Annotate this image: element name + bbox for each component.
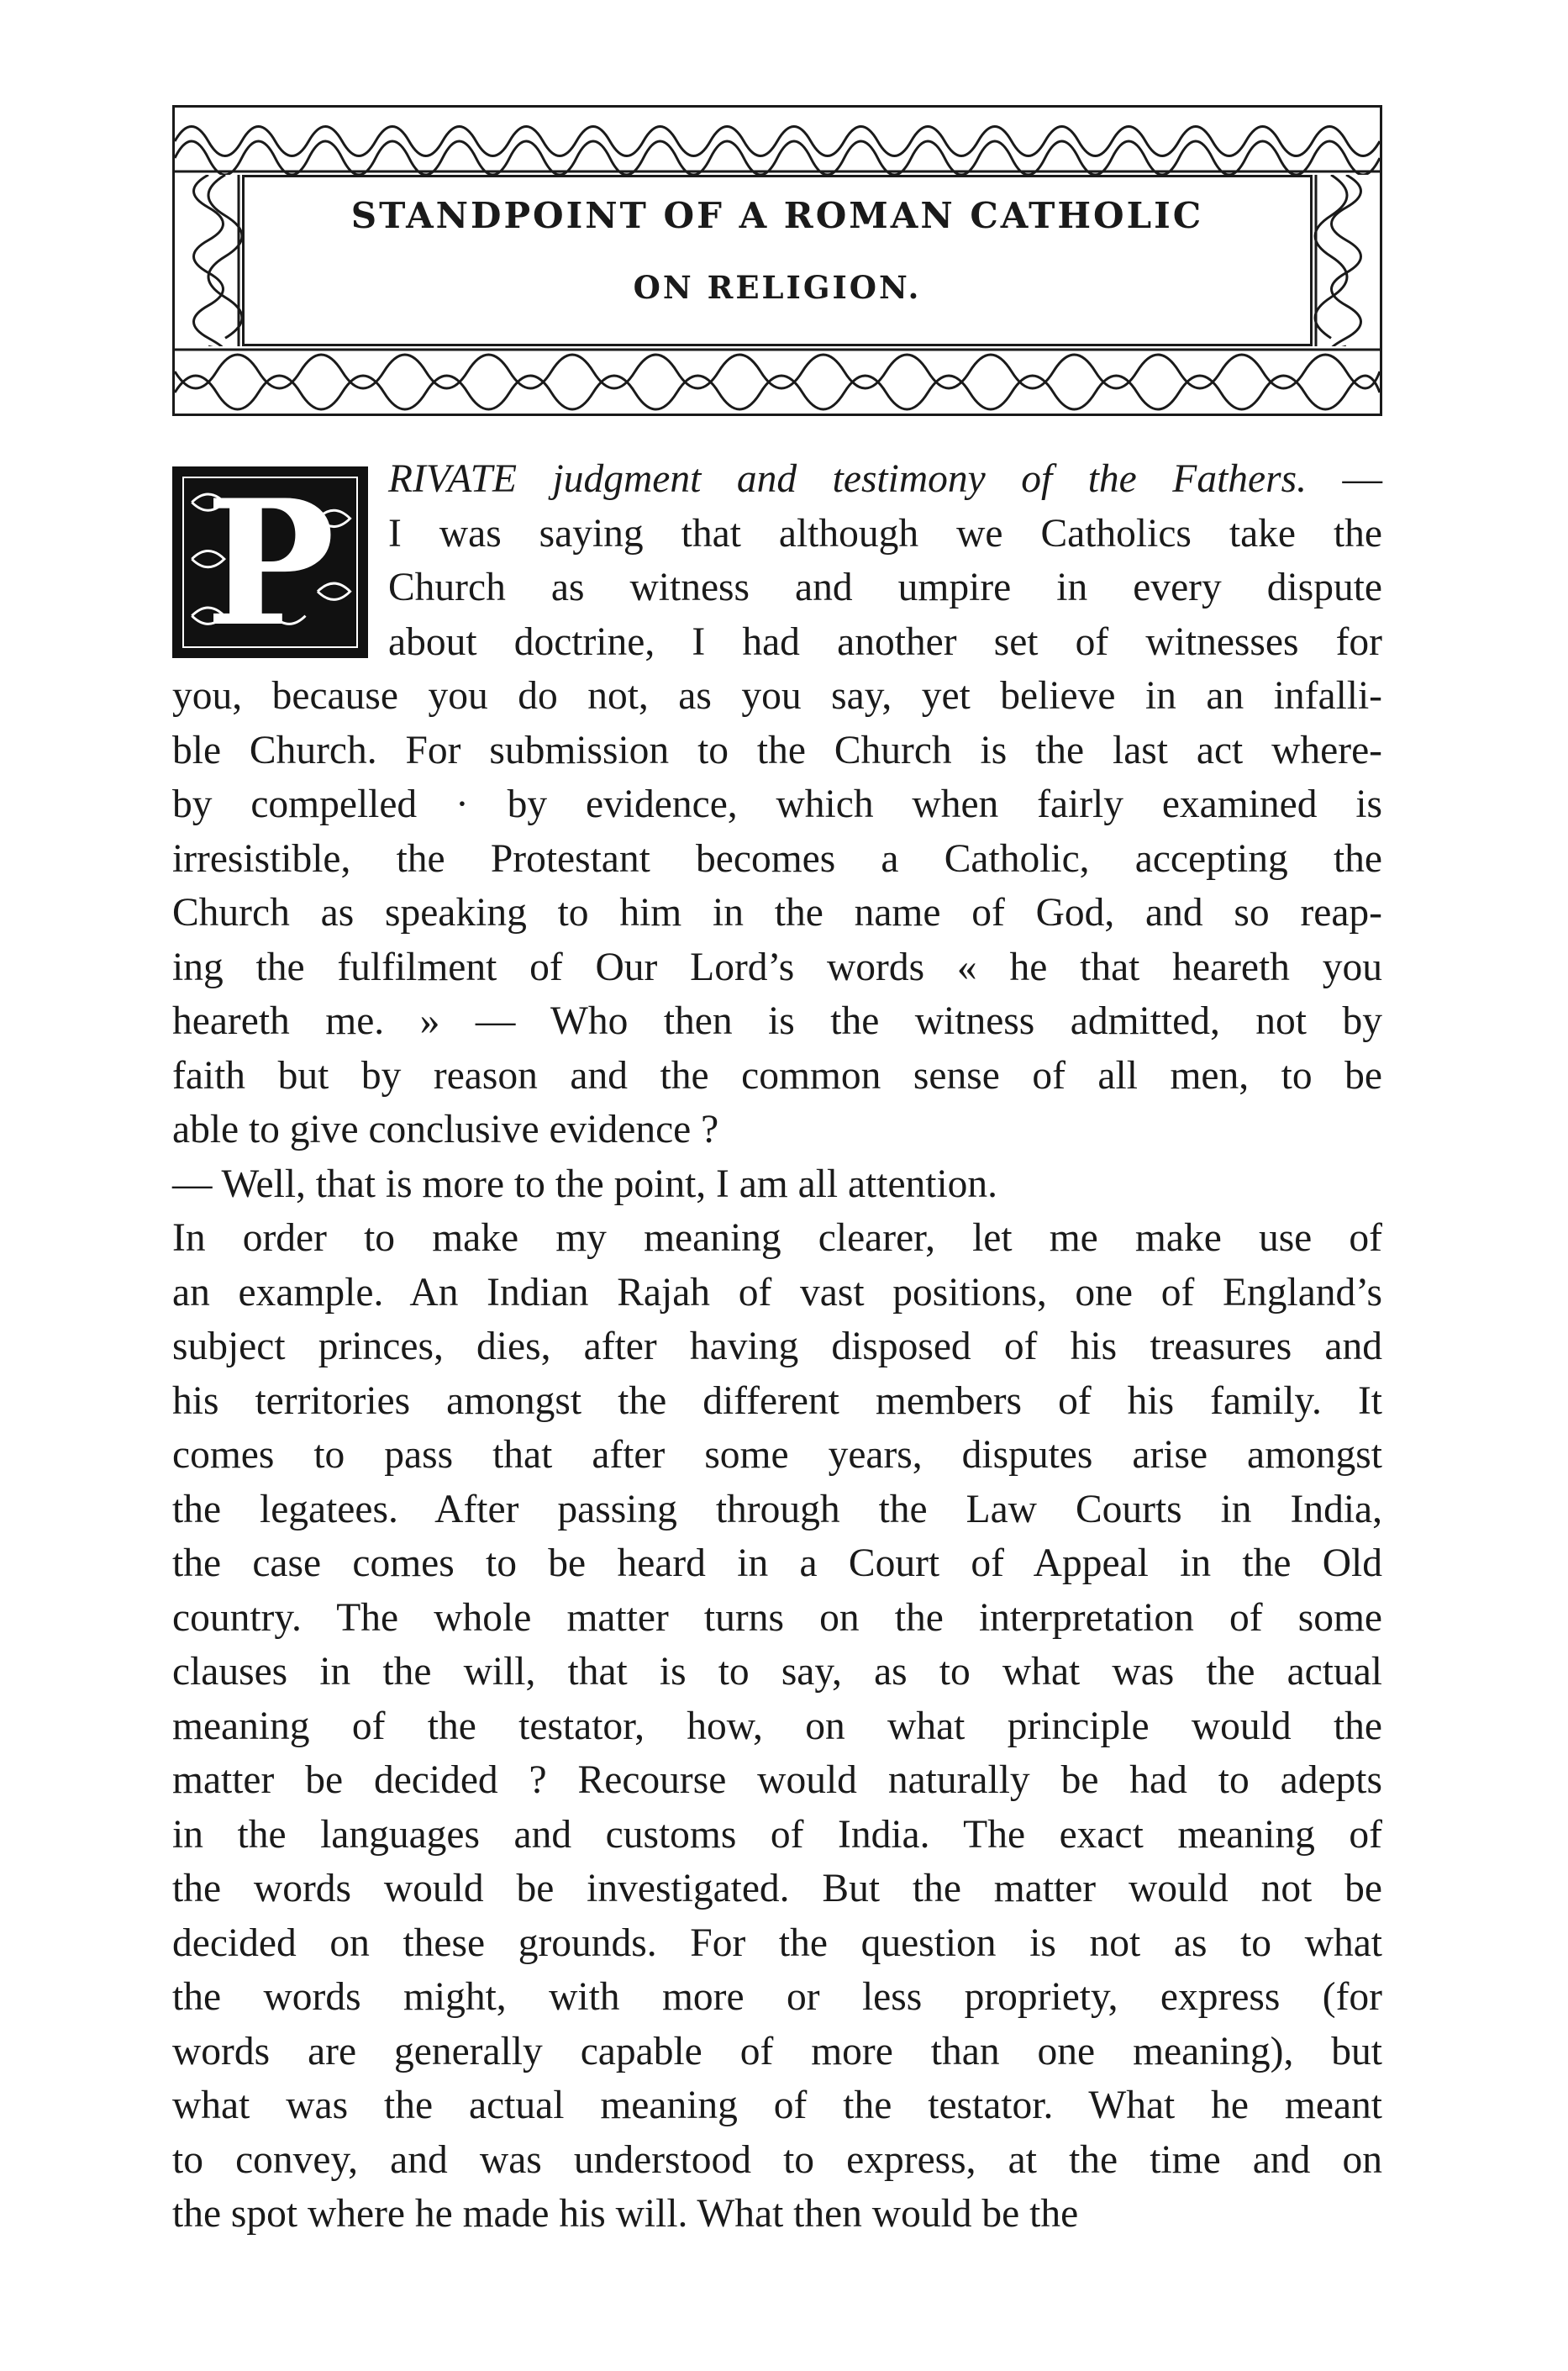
text-line: Church as witness and umpire in every dispute xyxy=(388,566,1382,609)
text-line: an example. An Indian Rajah of vast positions, one of England’s xyxy=(172,1270,1382,1315)
ornament-band-bottom xyxy=(175,346,1380,414)
text-line: the case comes to be heard in a Court of Appeal in the Old xyxy=(172,1541,1382,1585)
text-line: matter be decided ? Recourse would naturally be had to adepts xyxy=(172,1758,1382,1802)
text-line: to convey, and was understood to express, at the time and on xyxy=(172,2137,1382,2182)
text-line: RIVATE judgment and testimony of the Fathers. — xyxy=(388,457,1382,501)
text-line: his territories amongst the different members of his family. It xyxy=(172,1378,1382,1423)
text-line: able to give conclusive evidence ? xyxy=(172,1108,719,1151)
text-line: country. The whole matter turns on the interpretation of some xyxy=(172,1595,1382,1640)
text-line: meaning of the testator, how, on what principle would the xyxy=(172,1704,1382,1748)
text-line: the spot where he made his will. What then would be the xyxy=(172,2192,1079,2236)
text-line: by compelled · by evidence, which when fairly examined is xyxy=(172,782,1382,826)
drop-cap-letter: P xyxy=(205,463,335,665)
ornament-band-top xyxy=(175,108,1380,175)
text-line: In order to make my meaning clearer, let me make use of xyxy=(172,1216,1382,1260)
text-line: words are generally capable of more than one meaning), but xyxy=(172,2029,1382,2073)
text-line: — Well, that is more to the point, I am all attention. xyxy=(172,1162,998,1206)
text-line: I was saying that although we Catholics take the xyxy=(388,511,1382,556)
section-heading-italic: RIVATE judgment and testimony of the Fathers. xyxy=(388,457,1307,501)
chapter-title-line1: STANDPOINT OF A ROMAN CATHOLIC xyxy=(350,195,1204,236)
text-line: irresistible, the Protestant becomes a Catholic, accepting the xyxy=(172,836,1382,881)
text-line: ble Church. For submission to the Church is the last act where- xyxy=(172,728,1382,772)
body-text xyxy=(172,669,1382,2242)
chapter-title-line2: ON RELIGION. xyxy=(633,269,922,307)
chapter-title xyxy=(175,195,1380,306)
text-line: the words would be investigated. But the matter would not be xyxy=(172,1867,1382,1910)
text-line: faith but by reason and the common sense of all men, to be xyxy=(172,1053,1382,1098)
text-line: clauses in the will, that is to say, as to what was the actual xyxy=(172,1650,1382,1694)
text-line: in the languages and customs of India. The exact meaning of xyxy=(172,1812,1382,1857)
text-line: Church as speaking to him in the name of God, and so reap- xyxy=(172,891,1382,935)
leaf-ornament-bottom xyxy=(175,346,1380,414)
text-line: you, because you do not, as you say, yet believe in an infalli- xyxy=(172,674,1382,718)
text-line: heareth me. » — Who then is the witness admitted, not by xyxy=(172,999,1382,1043)
text-line: what was the actual meaning of the testator. What he meant xyxy=(172,2084,1382,2127)
opening-paragraph xyxy=(388,452,1382,669)
leaf-ornament-top xyxy=(175,108,1380,175)
drop-cap xyxy=(172,463,368,665)
text-line: about doctrine, I had another set of witnesses for xyxy=(388,619,1382,664)
text-line: decided on these grounds. For the question is not as to what xyxy=(172,1921,1382,1965)
text-line: subject princes, dies, after having disposed of his treasures and xyxy=(172,1325,1382,1368)
text-line: ing the fulfilment of Our Lord’s words « he that heareth you xyxy=(172,945,1382,989)
text-line: comes to pass that after some years, disputes arise amongst xyxy=(172,1433,1382,1477)
text-line: the legatees. After passing through the Law Courts in India, xyxy=(172,1487,1382,1531)
ornamental-header-frame xyxy=(172,105,1382,416)
text-line: the words might, with more or less propriety, express (for xyxy=(172,1975,1382,2019)
